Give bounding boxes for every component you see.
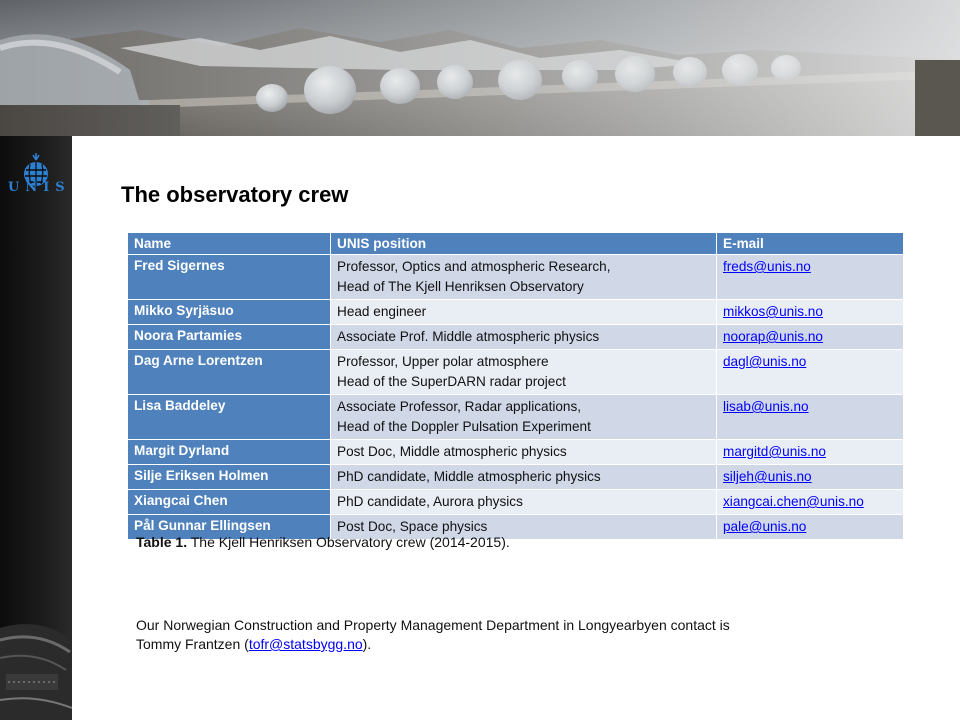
crew-email-cell <box>717 490 904 515</box>
crew-name: Noora Partamies <box>128 325 331 350</box>
table-row <box>128 490 904 515</box>
crew-position: PhD candidate, Middle atmospheric physics <box>331 465 717 490</box>
crew-position: Associate Prof. Middle atmospheric physics <box>331 325 717 350</box>
table-row <box>128 465 904 490</box>
unis-logo-text: UNIS <box>8 180 71 195</box>
position-line: Professor, Upper polar atmosphere <box>337 354 549 369</box>
position-line: Associate Professor, Radar applications, <box>337 399 582 414</box>
crew-name: Mikko Syrjäsuo <box>128 300 331 325</box>
table-row <box>128 300 904 325</box>
contact-email-link[interactable]: tofr@statsbygg.no <box>248 636 363 652</box>
table-row <box>128 325 904 350</box>
globe-tree-icon <box>0 144 72 204</box>
email-link[interactable]: margitd@unis.no <box>723 444 826 459</box>
table-row <box>128 255 904 300</box>
note-prefix: Tommy Frantzen ( <box>136 636 249 652</box>
email-link[interactable]: dagl@unis.no <box>723 354 807 369</box>
email-link[interactable]: siljeh@unis.no <box>723 469 812 484</box>
header-position: UNIS position <box>331 233 717 255</box>
observatory-photo <box>0 0 960 136</box>
email-link[interactable]: mikkos@unis.no <box>723 304 823 319</box>
table-row <box>128 350 904 395</box>
header-photo-banner <box>0 0 960 136</box>
header-name: Name <box>128 233 331 255</box>
note-line-2 <box>136 635 836 654</box>
crew-name: Silje Eriksen Holmen <box>128 465 331 490</box>
caption-label: Table 1. <box>136 534 188 550</box>
crew-position <box>331 255 717 300</box>
table-row <box>128 440 904 465</box>
crew-email-cell <box>717 300 904 325</box>
crew-email-cell <box>717 515 904 540</box>
table-caption <box>136 534 510 550</box>
position-line: Head of The Kjell Henriksen Observatory <box>337 279 584 294</box>
crew-name: Lisa Baddeley <box>128 395 331 440</box>
table-row <box>128 395 904 440</box>
crew-email-cell <box>717 325 904 350</box>
crew-table <box>127 232 904 540</box>
crew-name: Margit Dyrland <box>128 440 331 465</box>
crew-name: Xiangcai Chen <box>128 490 331 515</box>
crew-position <box>331 395 717 440</box>
crew-email-cell <box>717 465 904 490</box>
page-title: The observatory crew <box>121 182 349 207</box>
header-email: E-mail <box>717 233 904 255</box>
crew-email-cell <box>717 350 904 395</box>
caption-text: The Kjell Henriksen Observatory crew (2014-2015). <box>187 534 510 550</box>
crew-position: Post Doc, Middle atmospheric physics <box>331 440 717 465</box>
crew-email-cell <box>717 255 904 300</box>
crew-position: Head engineer <box>331 300 717 325</box>
left-sidebar <box>0 136 72 720</box>
position-line: Head of the Doppler Pulsation Experiment <box>337 419 591 434</box>
email-link[interactable]: pale@unis.no <box>723 519 807 534</box>
table-header-row <box>128 233 904 255</box>
camera-lens-image <box>0 610 72 720</box>
position-line: Head of the SuperDARN radar project <box>337 374 566 389</box>
crew-email-cell <box>717 440 904 465</box>
email-link[interactable]: lisab@unis.no <box>723 399 809 414</box>
email-link[interactable]: xiangcai.chen@unis.no <box>723 494 864 509</box>
crew-name: Fred Sigernes <box>128 255 331 300</box>
crew-position: PhD candidate, Aurora physics <box>331 490 717 515</box>
note-suffix: ). <box>362 636 372 652</box>
email-link[interactable]: noorap@unis.no <box>723 329 823 344</box>
crew-name: Dag Arne Lorentzen <box>128 350 331 395</box>
crew-position <box>331 350 717 395</box>
note-line-1: Our Norwegian Construction and Property Management Department in Longyearbyen contact is <box>136 617 730 633</box>
contact-note <box>136 616 836 654</box>
email-link[interactable]: freds@unis.no <box>723 259 811 274</box>
crew-name: Pål Gunnar Ellingsen <box>128 515 331 540</box>
crew-position: Post Doc, Space physics <box>331 515 717 540</box>
crew-email-cell <box>717 395 904 440</box>
position-line: Professor, Optics and atmospheric Research, <box>337 259 611 274</box>
